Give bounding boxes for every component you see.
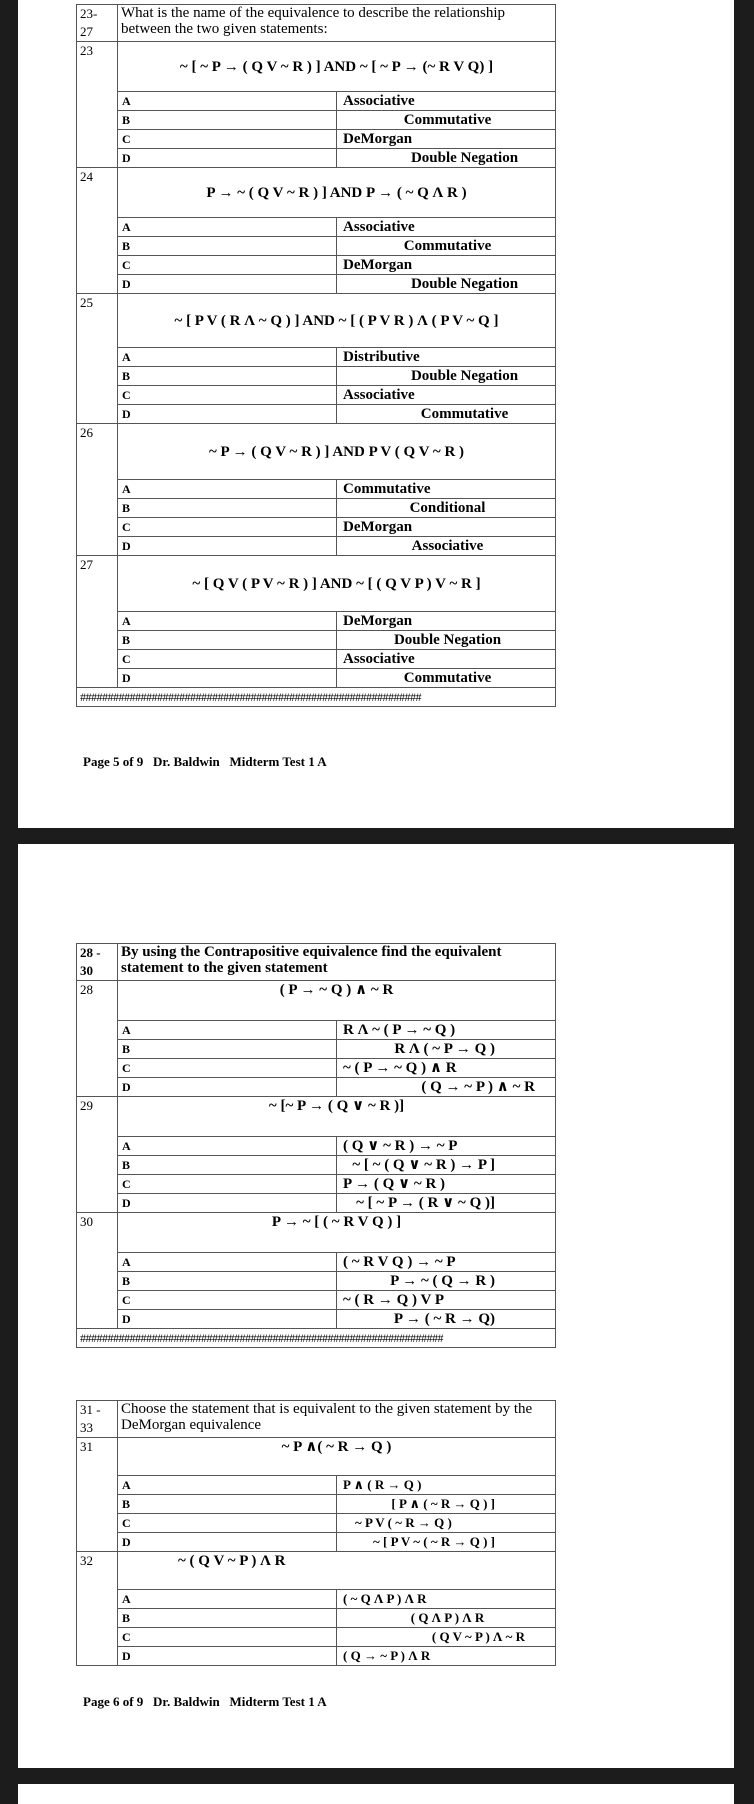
separator-hash-row: ################################################################## xyxy=(77,1329,556,1348)
choice-text[interactable]: ( Q → ~ P ) ∧ ~ R xyxy=(337,1078,556,1097)
choice-text[interactable]: ~ [ ~ P → ( R ∨ ~ Q )] xyxy=(337,1194,556,1213)
page-5 xyxy=(18,0,734,828)
choice-text[interactable]: Commutative xyxy=(337,405,556,424)
choice-letter: A xyxy=(118,348,337,367)
choice-text[interactable]: Distributive xyxy=(337,348,556,367)
choice-text[interactable]: ~ P V ( ~ R → Q ) xyxy=(337,1514,556,1533)
choice-letter: D xyxy=(118,275,337,294)
choice-text[interactable]: Commutative xyxy=(337,669,556,688)
question-prompt: ~ P ∧( ~ R → Q ) xyxy=(118,1438,556,1476)
choice-letter: C xyxy=(118,1059,337,1078)
choice-letter: D xyxy=(118,1194,337,1213)
choice-text[interactable]: Commutative xyxy=(337,237,556,256)
choice-letter: B xyxy=(118,237,337,256)
choice-letter: A xyxy=(118,612,337,631)
choice-letter: A xyxy=(118,92,337,111)
choice-letter: C xyxy=(118,256,337,275)
choice-letter: D xyxy=(118,1647,337,1666)
choice-letter: A xyxy=(118,1137,337,1156)
question-prompt: ~ [ ~ P → ( Q V ~ R ) ] AND ~ [ ~ P → (~ R V Q) ] xyxy=(118,42,556,92)
question-text: What is the name of the equivalence to describe the relationship between the two given statements: xyxy=(118,5,556,42)
page-6 xyxy=(18,844,734,1768)
question-block-23-27 xyxy=(76,4,556,707)
question-number: 29 xyxy=(77,1097,118,1213)
question-number: 31 xyxy=(77,1438,118,1552)
question-prompt: ( P → ~ Q ) ∧ ~ R xyxy=(118,981,556,1021)
question-number: 28 xyxy=(77,981,118,1097)
choice-text[interactable]: R Λ ( ~ P → Q ) xyxy=(337,1040,556,1059)
choice-text[interactable]: Associative xyxy=(337,386,556,405)
choice-letter: B xyxy=(118,1609,337,1628)
choice-text[interactable]: Conditional xyxy=(337,499,556,518)
choice-text[interactable]: Double Negation xyxy=(337,631,556,650)
choice-letter: D xyxy=(118,149,337,168)
separator-hash-row: ############################################################## xyxy=(77,688,556,707)
question-number: 26 xyxy=(77,424,118,556)
choice-text[interactable]: Associative xyxy=(337,218,556,237)
choice-letter: A xyxy=(118,218,337,237)
question-number: 25 xyxy=(77,294,118,424)
choice-letter: B xyxy=(118,1272,337,1291)
choice-text[interactable]: ( ~ Q Λ P ) Λ R xyxy=(337,1590,556,1609)
choice-text[interactable]: Double Negation xyxy=(337,149,556,168)
choice-text[interactable]: DeMorgan xyxy=(337,612,556,631)
question-range: 23- 27 xyxy=(77,5,118,42)
choice-text[interactable]: DeMorgan xyxy=(337,256,556,275)
choice-text[interactable]: DeMorgan xyxy=(337,130,556,149)
choice-text[interactable]: ~ [ ~ ( Q ∨ ~ R ) → P ] xyxy=(337,1156,556,1175)
choice-letter: D xyxy=(118,1078,337,1097)
question-prompt: ~ [ Q V ( P V ~ R ) ] AND ~ [ ( Q V P ) V ~ R ] xyxy=(118,556,556,612)
page-7 xyxy=(18,1784,734,1804)
choice-text[interactable]: Double Negation xyxy=(337,367,556,386)
choice-letter: B xyxy=(118,499,337,518)
choice-letter: B xyxy=(118,1156,337,1175)
choice-letter: C xyxy=(118,1514,337,1533)
choice-letter: C xyxy=(118,650,337,669)
choice-letter: C xyxy=(118,518,337,537)
choice-text[interactable]: Associative xyxy=(337,92,556,111)
choice-text[interactable]: ( Q ∨ ~ R ) → ~ P xyxy=(337,1137,556,1156)
choice-text[interactable]: Commutative xyxy=(337,480,556,499)
question-range: 28 - 30 xyxy=(77,944,118,981)
choice-text[interactable]: P ∧ ( R → Q ) xyxy=(337,1476,556,1495)
choice-text[interactable]: ~ ( P → ~ Q ) ∧ R xyxy=(337,1059,556,1078)
choice-letter: C xyxy=(118,130,337,149)
choice-text[interactable]: Associative xyxy=(337,537,556,556)
choice-text[interactable]: ~ [ P V ~ ( ~ R → Q ) ] xyxy=(337,1533,556,1552)
choice-text[interactable]: Commutative xyxy=(337,111,556,130)
question-text: By using the Contrapositive equivalence find the equivalent statement to the given statement xyxy=(118,944,556,981)
choice-letter: A xyxy=(118,1590,337,1609)
question-prompt: ~ [ P V ( R Λ ~ Q ) ] AND ~ [ ( P V R ) Λ ( P V ~ Q ] xyxy=(118,294,556,348)
choice-letter: C xyxy=(118,1291,337,1310)
choice-text[interactable]: Double Negation xyxy=(337,275,556,294)
page-footer: Page 5 of 9 Dr. Baldwin Midterm Test 1 A xyxy=(83,754,327,769)
choice-text[interactable]: P → ~ ( Q → R ) xyxy=(337,1272,556,1291)
choice-letter: B xyxy=(118,631,337,650)
choice-letter: C xyxy=(118,1175,337,1194)
choice-letter: A xyxy=(118,1476,337,1495)
page-footer: Page 6 of 9 Dr. Baldwin Midterm Test 1 A xyxy=(83,1694,327,1709)
choice-text[interactable]: P → ( ~ R → Q) xyxy=(337,1310,556,1329)
question-prompt: ~ P → ( Q V ~ R ) ] AND P V ( Q V ~ R ) xyxy=(118,424,556,480)
question-block-28-30 xyxy=(76,943,556,1348)
choice-text[interactable]: ( Q Λ P ) Λ R xyxy=(337,1609,556,1628)
question-number: 30 xyxy=(77,1213,118,1329)
choice-letter: B xyxy=(118,367,337,386)
choice-text[interactable]: ( Q → ~ P ) Λ R xyxy=(337,1647,556,1666)
choice-letter: A xyxy=(118,480,337,499)
question-prompt: ~ ( Q V ~ P ) Λ R xyxy=(118,1552,556,1590)
choice-letter: A xyxy=(118,1021,337,1040)
question-prompt: P → ~ [ ( ~ R V Q ) ] xyxy=(118,1213,556,1253)
choice-letter: D xyxy=(118,1310,337,1329)
question-prompt: P → ~ ( Q V ~ R ) ] AND P → ( ~ Q Λ R ) xyxy=(118,168,556,218)
question-text: Choose the statement that is equivalent to the given statement by the DeMorgan equivalence xyxy=(118,1401,556,1438)
choice-text[interactable]: R Λ ~ ( P → ~ Q ) xyxy=(337,1021,556,1040)
choice-text[interactable]: ( ~ R V Q ) → ~ P xyxy=(337,1253,556,1272)
choice-letter: B xyxy=(118,1495,337,1514)
choice-text[interactable]: Associative xyxy=(337,650,556,669)
choice-letter: D xyxy=(118,537,337,556)
question-range: 31 - 33 xyxy=(77,1401,118,1438)
question-prompt: ~ [~ P → ( Q ∨ ~ R )] xyxy=(118,1097,556,1137)
choice-letter: D xyxy=(118,1533,337,1552)
choice-text[interactable]: [ P ∧ ( ~ R → Q ) ] xyxy=(337,1495,556,1514)
choice-letter: B xyxy=(118,1040,337,1059)
choice-letter: A xyxy=(118,1253,337,1272)
choice-letter: C xyxy=(118,386,337,405)
choice-text[interactable]: DeMorgan xyxy=(337,518,556,537)
choice-text[interactable]: ~ ( R → Q ) V P xyxy=(337,1291,556,1310)
question-block-31-33 xyxy=(76,1400,556,1666)
choice-letter: D xyxy=(118,669,337,688)
choice-text[interactable]: P → ( Q ∨ ~ R ) xyxy=(337,1175,556,1194)
question-number: 32 xyxy=(77,1552,118,1666)
choice-letter: C xyxy=(118,1628,337,1647)
question-number: 23 xyxy=(77,42,118,168)
question-number: 24 xyxy=(77,168,118,294)
choice-letter: D xyxy=(118,405,337,424)
choice-text[interactable]: ( Q V ~ P ) Λ ~ R xyxy=(337,1628,556,1647)
question-number: 27 xyxy=(77,556,118,688)
choice-letter: B xyxy=(118,111,337,130)
